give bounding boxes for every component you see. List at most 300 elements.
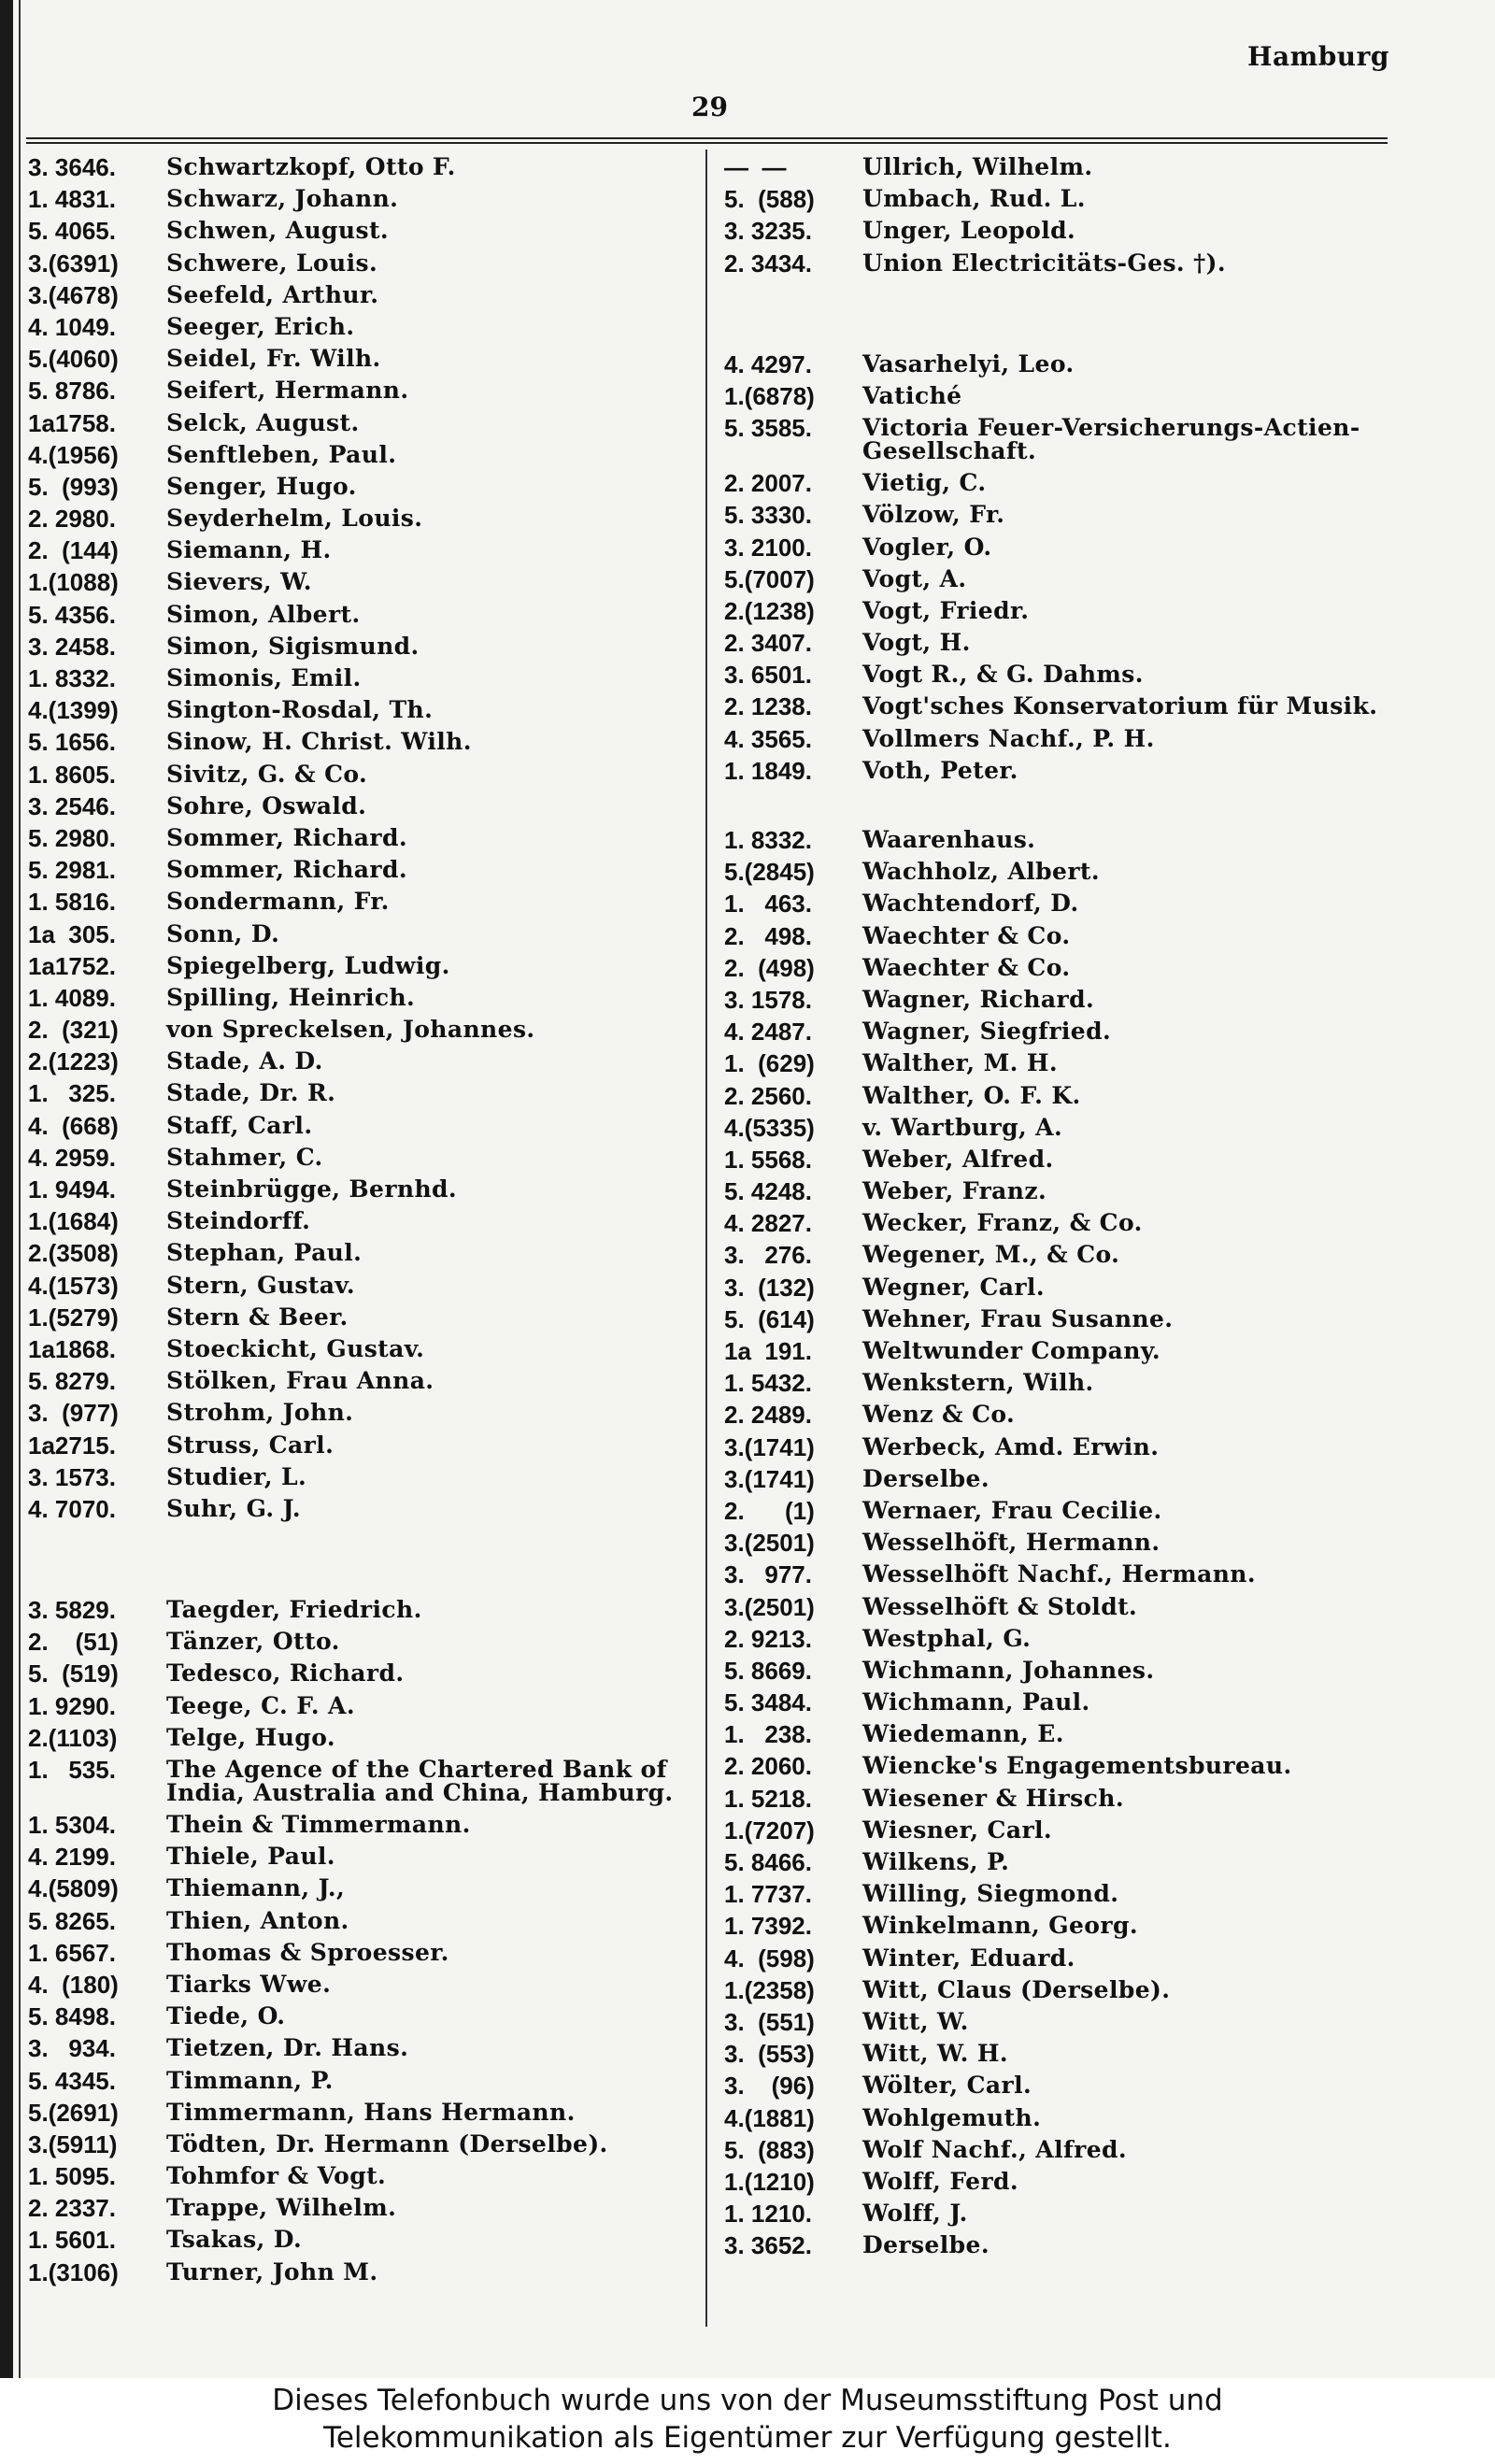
subscriber-name: Werbeck, Amd. Erwin. xyxy=(862,1432,1160,1460)
subscriber-name: Willing, Siegmond. xyxy=(862,1880,1119,1908)
directory-entry xyxy=(28,2257,696,2288)
phone-number: 2.(1238) xyxy=(724,596,815,625)
subscriber-name: Wachtendorf, D. xyxy=(862,890,1079,918)
phone-number: 5. 8265. xyxy=(28,1906,116,1935)
directory-entry xyxy=(724,1623,1392,1655)
section-gap xyxy=(724,787,1392,824)
subscriber-name: Senftleben, Paul. xyxy=(166,440,397,468)
subscriber-name: Wilkens, P. xyxy=(862,1848,1010,1875)
directory-entry xyxy=(28,1809,696,1841)
subscriber-name: Seyderhelm, Louis. xyxy=(166,505,423,533)
subscriber-name: Turner, John M. xyxy=(166,2257,378,2286)
subscriber-name: Studier, L. xyxy=(166,1462,307,1490)
subscriber-name: The Agence of the Chartered Bank of India, Australia and China, Hamburg. xyxy=(166,1756,674,1806)
phone-number: 1. 5304. xyxy=(28,1811,116,1839)
footer-line-2: Telekommunikation als Eigentümer zur Verfügung gestellt. xyxy=(323,2421,1172,2455)
phone-number: 5. 8498. xyxy=(28,2002,116,2031)
subscriber-name: Sonn, D. xyxy=(166,919,280,947)
subscriber-name: Thiemann, J., xyxy=(166,1874,346,1902)
phone-number: 4.(5335) xyxy=(724,1113,815,1142)
phone-number: 1. 7392. xyxy=(724,1912,812,1941)
subscriber-name: Umbach, Rud. L. xyxy=(862,185,1086,213)
phone-number: 3.(6391) xyxy=(28,249,119,278)
directory-entry xyxy=(724,1687,1392,1718)
phone-number: 1. 7737. xyxy=(724,1880,812,1909)
directory-entry xyxy=(28,1594,696,1626)
directory-entry xyxy=(28,1658,696,1689)
directory-entry xyxy=(724,824,1392,856)
subscriber-name: Wölter, Carl. xyxy=(862,2072,1032,2100)
directory-entry xyxy=(28,375,696,406)
subscriber-name: Wiesener & Hirsch. xyxy=(862,1784,1124,1812)
directory-entry xyxy=(724,1175,1392,1207)
subscriber-name: Wehner, Frau Susanne. xyxy=(862,1304,1174,1332)
subscriber-name: Sondermann, Fr. xyxy=(166,888,390,916)
phone-number: 3.(2501) xyxy=(724,1592,815,1621)
directory-entry xyxy=(724,1878,1392,1910)
directory-entry xyxy=(724,2229,1392,2261)
phone-number: 3. 2546. xyxy=(28,791,116,820)
phone-number: 4. 7070. xyxy=(28,1494,116,1523)
directory-entry xyxy=(28,2129,696,2160)
subscriber-name: Wagner, Siegfried. xyxy=(862,1018,1112,1046)
subscriber-name: Waarenhaus. xyxy=(862,826,1036,853)
phone-number: 4. 1049. xyxy=(28,312,116,341)
subscriber-name: Tietzen, Dr. Hans. xyxy=(166,2034,409,2062)
header-rule xyxy=(26,137,1388,144)
city-heading: Hamburg xyxy=(1247,41,1389,72)
directory-entry xyxy=(28,599,696,631)
directory-entry xyxy=(724,532,1392,563)
directory-entry xyxy=(28,1174,696,1205)
directory-entry xyxy=(724,1463,1392,1495)
subscriber-name: Stern & Beer. xyxy=(166,1303,349,1331)
subscriber-name: Wenkstern, Wilh. xyxy=(862,1369,1094,1397)
directory-entry xyxy=(28,1690,696,1722)
phone-number: 1. 4831. xyxy=(28,185,116,214)
subscriber-name: Westphal, G. xyxy=(862,1624,1032,1652)
phone-number: 4. 2487. xyxy=(724,1018,812,1047)
subscriber-name: Wolff, Ferd. xyxy=(862,2167,1019,2195)
subscriber-name: Simon, Sigismund. xyxy=(166,632,420,660)
directory-entry xyxy=(724,1112,1392,1144)
phone-number: 2. 2337. xyxy=(28,2194,116,2223)
phone-number: 2. 2980. xyxy=(28,505,116,534)
phone-number: 2. 498. xyxy=(724,921,812,950)
phone-number: 1. 9290. xyxy=(28,1691,116,1720)
phone-number: 5.(2691) xyxy=(28,2098,119,2127)
subscriber-name: Sivitz, G. & Co. xyxy=(166,760,368,788)
directory-entry xyxy=(28,1461,696,1493)
subscriber-name: Wichmann, Paul. xyxy=(862,1688,1090,1716)
directory-entry xyxy=(724,595,1392,627)
footer-notice xyxy=(0,2378,1495,2464)
directory-entry xyxy=(724,1655,1392,1687)
subscriber-name: Wiedemann, E. xyxy=(862,1720,1064,1748)
phone-number: 1. 6567. xyxy=(28,1938,116,1967)
directory-entry xyxy=(724,1016,1392,1047)
directory-entry xyxy=(724,1910,1392,1942)
phone-number: 2. 9213. xyxy=(724,1624,812,1653)
phone-number: 1. 8332. xyxy=(724,826,812,854)
phone-number: 1a1868. xyxy=(28,1334,116,1363)
directory-entry xyxy=(28,1626,696,1658)
subscriber-name: Vogt, A. xyxy=(862,564,967,592)
left-column xyxy=(28,151,696,2288)
directory-entry xyxy=(28,1046,696,1077)
phone-number: 3. 977. xyxy=(724,1560,812,1589)
directory-entry xyxy=(28,1397,696,1429)
subscriber-name: Thiele, Paul. xyxy=(166,1843,335,1871)
directory-entry xyxy=(28,1754,696,1809)
subscriber-name: Ullrich, Wilhelm. xyxy=(862,153,1093,180)
phone-number: 4. (598) xyxy=(724,1944,815,1973)
directory-entry xyxy=(724,1943,1392,1974)
phone-number: 2. 2007. xyxy=(724,469,812,498)
subscriber-name: Stade, A. D. xyxy=(166,1047,323,1075)
phone-number: — — xyxy=(724,153,787,181)
subscriber-name: Schwarz, Johann. xyxy=(166,185,399,213)
subscriber-name: Wesselhöft & Stoldt. xyxy=(862,1592,1138,1620)
phone-number: 2. (51) xyxy=(28,1628,119,1657)
phone-number: 3.(5911) xyxy=(28,2129,118,2158)
phone-number: 1a1752. xyxy=(28,951,116,980)
phone-number: 5.(7007) xyxy=(724,564,815,593)
directory-entry xyxy=(28,1333,696,1365)
subscriber-name: Tsakas, D. xyxy=(166,2226,303,2254)
phone-number: 3. 2458. xyxy=(28,632,116,661)
phone-number: 4. 4297. xyxy=(724,349,812,378)
phone-number: 4.(1881) xyxy=(724,2103,815,2132)
directory-entry xyxy=(28,2192,696,2224)
subscriber-name: Walther, M. H. xyxy=(862,1049,1058,1077)
phone-number: 3. 1573. xyxy=(28,1462,116,1491)
subscriber-name: Struss, Carl. xyxy=(166,1431,335,1459)
directory-entry xyxy=(28,822,696,854)
subscriber-name: Spiegelberg, Ludwig. xyxy=(166,951,450,979)
phone-number: 5. 8669. xyxy=(724,1656,812,1685)
directory-entry xyxy=(724,1495,1392,1527)
phone-number: 2. (498) xyxy=(724,953,815,982)
subscriber-name: Sinow, H. Christ. Wilh. xyxy=(166,728,472,756)
phone-number: 5.(4060) xyxy=(28,345,119,374)
directory-entry xyxy=(724,215,1392,247)
phone-number: 5.(2845) xyxy=(724,858,815,887)
phone-number: 3.(1741) xyxy=(724,1464,815,1493)
phone-number: 5. (614) xyxy=(724,1304,815,1333)
subscriber-name: Telge, Hugo. xyxy=(166,1723,335,1751)
subscriber-name: Witt, Claus (Derselbe). xyxy=(862,1975,1171,2003)
directory-entry xyxy=(28,566,696,598)
subscriber-name: Vollmers Nachf., P. H. xyxy=(862,724,1155,752)
phone-number: 2. 2560. xyxy=(724,1081,812,1110)
subscriber-name: Sievers, W. xyxy=(166,568,312,596)
directory-entry xyxy=(724,755,1392,787)
subscriber-name: Völzow, Fr. xyxy=(862,501,1005,529)
directory-entry xyxy=(724,888,1392,919)
subscriber-name: Timmann, P. xyxy=(166,2066,334,2094)
phone-number: 3. (96) xyxy=(724,2072,815,2101)
subscriber-name: Vietig, C. xyxy=(862,469,987,497)
subscriber-name: Thien, Anton. xyxy=(166,1906,349,1934)
phone-number: 5. 4356. xyxy=(28,600,116,629)
directory-entry xyxy=(724,1750,1392,1782)
phone-number: 1. 1210. xyxy=(724,2200,812,2229)
subscriber-name: Winter, Eduard. xyxy=(862,1944,1075,1972)
phone-number: 5. (519) xyxy=(28,1659,119,1688)
directory-entry xyxy=(28,1077,696,1109)
phone-number: 4. 2959. xyxy=(28,1143,116,1172)
directory-entry xyxy=(28,1237,696,1269)
phone-number: 3. 2100. xyxy=(724,533,812,562)
directory-entry xyxy=(724,2102,1392,2134)
directory-entry xyxy=(724,467,1392,499)
phone-number: 2.(1103) xyxy=(28,1723,118,1752)
directory-entry xyxy=(28,950,696,982)
directory-entry xyxy=(724,1591,1392,1623)
subscriber-name: Waechter & Co. xyxy=(862,921,1071,949)
phone-number: 1. 4089. xyxy=(28,983,116,1012)
phone-number: 2. (321) xyxy=(28,1016,119,1045)
subscriber-name: von Spreckelsen, Johannes. xyxy=(166,1016,535,1044)
phone-number: 3.(4678) xyxy=(28,280,119,309)
subscriber-name: Tedesco, Richard. xyxy=(166,1659,405,1688)
subscriber-name: Stölken, Frau Anna. xyxy=(166,1367,434,1395)
directory-entry xyxy=(724,2006,1392,2038)
phone-number: 5. 4345. xyxy=(28,2066,116,2095)
subscriber-name: Simon, Albert. xyxy=(166,600,361,628)
subscriber-name: Wagner, Richard. xyxy=(862,985,1095,1013)
phone-number: 3. 6501. xyxy=(724,661,812,690)
subscriber-name: Wesselhöft, Hermann. xyxy=(862,1529,1160,1557)
directory-entry xyxy=(28,1937,696,1969)
phone-number: 3. (551) xyxy=(724,2007,815,2036)
phone-number: 2. (1) xyxy=(724,1496,815,1525)
right-column xyxy=(724,151,1392,2261)
subscriber-name: Vogt R., & G. Dahms. xyxy=(862,661,1144,689)
phone-number: 1.(6878) xyxy=(724,381,815,410)
subscriber-name: Wiencke's Engagementsbureau. xyxy=(862,1752,1292,1780)
phone-number: 3. 1578. xyxy=(724,985,812,1014)
scan-edge xyxy=(0,0,13,2378)
directory-entry xyxy=(724,412,1392,467)
subscriber-name: Wesselhöft Nachf., Hermann. xyxy=(862,1560,1256,1588)
subscriber-name: Siemann, H. xyxy=(166,536,332,564)
subscriber-name: Stade, Dr. R. xyxy=(166,1079,336,1107)
subscriber-name: Derselbe. xyxy=(862,2231,990,2259)
phone-number: 2. 3407. xyxy=(724,629,812,658)
directory-entry xyxy=(28,2160,696,2192)
subscriber-name: Senger, Hugo. xyxy=(166,472,357,500)
subscriber-name: Wegener, M., & Co. xyxy=(862,1241,1120,1269)
section-gap xyxy=(28,1525,696,1594)
phone-number: 5. (993) xyxy=(28,472,119,501)
directory-entry xyxy=(724,1335,1392,1367)
phone-number: 1. 8605. xyxy=(28,760,116,789)
subscriber-name: Trappe, Wilhelm. xyxy=(166,2194,397,2222)
subscriber-name: Wecker, Franz, & Co. xyxy=(862,1209,1143,1237)
directory-entry xyxy=(28,1302,696,1333)
phone-number: 3. (132) xyxy=(724,1273,815,1302)
directory-entry xyxy=(28,183,696,215)
directory-entry xyxy=(724,691,1392,722)
directory-entry xyxy=(28,534,696,566)
directory-entry xyxy=(28,1905,696,1937)
subscriber-name: Seidel, Fr. Wilh. xyxy=(166,345,381,373)
phone-number: 1. 9494. xyxy=(28,1175,116,1204)
phone-number: 1. 5432. xyxy=(724,1369,812,1398)
phone-number: 1.(2358) xyxy=(724,1975,815,2004)
directory-entry xyxy=(28,343,696,375)
subscriber-name: Vogt'sches Konservatorium für Musik. xyxy=(862,692,1378,720)
phone-number: 1. 5601. xyxy=(28,2226,116,2255)
subscriber-name: Selck, August. xyxy=(166,408,360,436)
subscriber-name: Weltwunder Company. xyxy=(862,1337,1160,1364)
directory-entry xyxy=(724,1846,1392,1878)
directory-entry xyxy=(28,919,696,950)
phone-number: 1. 5568. xyxy=(724,1145,812,1174)
phone-number: 1. 5218. xyxy=(724,1784,812,1813)
directory-entry xyxy=(28,2032,696,2064)
phone-number: 5. 3330. xyxy=(724,501,812,530)
subscriber-name: Waechter & Co. xyxy=(862,953,1071,981)
subscriber-name: Wolff, J. xyxy=(862,2200,968,2228)
phone-number: 5. (883) xyxy=(724,2135,815,2164)
column-divider xyxy=(705,150,707,2327)
directory-entry xyxy=(28,311,696,343)
subscriber-name: Schwere, Louis. xyxy=(166,249,378,277)
phone-number: 1a2715. xyxy=(28,1431,116,1460)
subscriber-name: Sommer, Richard. xyxy=(166,856,407,884)
phone-number: 1. 8332. xyxy=(28,664,116,692)
phone-number: 1. 5816. xyxy=(28,888,116,917)
phone-number: 5. 8279. xyxy=(28,1367,116,1396)
subscriber-name: Weber, Franz. xyxy=(862,1177,1047,1205)
directory-entry xyxy=(724,1207,1392,1239)
subscriber-name: Stoeckicht, Gustav. xyxy=(166,1334,425,1362)
subscriber-name: Simonis, Emil. xyxy=(166,664,362,691)
directory-entry xyxy=(28,503,696,534)
directory-entry xyxy=(724,183,1392,215)
phone-number: 3.(1741) xyxy=(724,1432,815,1461)
phone-number: 2.(1223) xyxy=(28,1047,119,1076)
subscriber-name: Thomas & Sproesser. xyxy=(166,1938,449,1966)
subscriber-name: Tiarks Wwe. xyxy=(166,1970,332,1998)
directory-entry xyxy=(28,2097,696,2129)
phone-number: 1.(1684) xyxy=(28,1207,119,1236)
directory-entry xyxy=(28,694,696,726)
phone-number: 5. 4065. xyxy=(28,217,116,246)
directory-entry xyxy=(28,662,696,694)
subscriber-name: Strohm, John. xyxy=(166,1399,354,1427)
phone-number: 3. 3235. xyxy=(724,217,812,246)
phone-number: 5. 2980. xyxy=(28,823,116,852)
phone-number: 2. (144) xyxy=(28,536,119,565)
subscriber-name: Sommer, Richard. xyxy=(166,823,407,851)
directory-entry xyxy=(28,886,696,918)
subscriber-name: Vatiché xyxy=(862,381,962,409)
directory-entry xyxy=(724,1047,1392,1079)
phone-number: 2. 3434. xyxy=(724,249,812,278)
directory-entry xyxy=(28,2065,696,2097)
phone-number: 1.(7207) xyxy=(724,1816,815,1844)
subscriber-name: Victoria Feuer-Versicherungs-Actien-Gesellschaft. xyxy=(862,414,1360,465)
subscriber-name: Seefeld, Arthur. xyxy=(166,280,379,308)
phone-number: 2. 1238. xyxy=(724,692,812,721)
directory-entry xyxy=(28,471,696,503)
subscriber-name: Seifert, Hermann. xyxy=(166,377,409,405)
directory-entry xyxy=(724,349,1392,380)
directory-entry xyxy=(28,982,696,1014)
directory-entry xyxy=(28,2224,696,2256)
subscriber-name: Stern, Gustav. xyxy=(166,1271,355,1299)
directory-entry xyxy=(724,627,1392,659)
subscriber-name: Thein & Timmermann. xyxy=(166,1811,471,1838)
phone-number: 3.(2501) xyxy=(724,1529,815,1558)
directory-entry xyxy=(724,856,1392,888)
directory-entry xyxy=(28,1110,696,1142)
phone-number: 5. 3585. xyxy=(724,414,812,443)
directory-entry xyxy=(28,1841,696,1873)
phone-number: 1. 238. xyxy=(724,1720,812,1749)
phone-number: 1.(1210) xyxy=(724,2167,815,2196)
directory-entry xyxy=(724,1303,1392,1335)
phone-number: 1. 5095. xyxy=(28,2162,116,2191)
directory-entry xyxy=(724,1399,1392,1431)
subscriber-name: Schwartzkopf, Otto F. xyxy=(166,153,456,180)
subscriber-name: Teege, C. F. A. xyxy=(166,1691,355,1719)
directory-entry xyxy=(724,659,1392,691)
phone-number: 4.(5809) xyxy=(28,1874,119,1903)
directory-entry xyxy=(724,380,1392,412)
subscriber-name: Wegner, Carl. xyxy=(862,1273,1045,1301)
phone-number: 5. (588) xyxy=(724,185,815,214)
directory-entry xyxy=(724,920,1392,952)
directory-entry xyxy=(724,248,1392,279)
phone-number: 1a 191. xyxy=(724,1337,812,1365)
section-gap xyxy=(724,279,1392,349)
directory-entry xyxy=(28,1969,696,2001)
directory-entry xyxy=(724,1431,1392,1463)
subscriber-name: Wichmann, Johannes. xyxy=(862,1656,1155,1684)
directory-entry xyxy=(724,2038,1392,2070)
directory-entry xyxy=(28,1430,696,1461)
directory-entry xyxy=(28,1873,696,1904)
directory-entry xyxy=(724,2198,1392,2229)
subscriber-name: Timmermann, Hans Hermann. xyxy=(166,2098,576,2126)
phone-number: 4. (668) xyxy=(28,1111,119,1140)
directory-entry xyxy=(724,1527,1392,1559)
directory-entry xyxy=(724,1272,1392,1303)
phone-number: 1. (629) xyxy=(724,1049,815,1078)
subscriber-name: v. Wartburg, A. xyxy=(862,1113,1063,1141)
phone-number: 3. (553) xyxy=(724,2040,815,2069)
directory-entry xyxy=(28,439,696,471)
directory-entry xyxy=(28,279,696,311)
directory-entry xyxy=(724,2166,1392,2198)
subscriber-name: Staff, Carl. xyxy=(166,1111,313,1139)
subscriber-name: Wiesner, Carl. xyxy=(862,1816,1053,1844)
subscriber-name: Vogt, H. xyxy=(862,629,971,657)
subscriber-name: Suhr, G. J. xyxy=(166,1494,302,1522)
subscriber-name: Voth, Peter. xyxy=(862,756,1018,784)
directory-entry xyxy=(28,151,696,183)
phone-number: 3. 276. xyxy=(724,1241,812,1270)
subscriber-name: Stephan, Paul. xyxy=(166,1239,363,1267)
directory-entry xyxy=(724,2070,1392,2101)
subscriber-name: Wenz & Co. xyxy=(862,1401,1016,1429)
subscriber-name: Vogler, O. xyxy=(862,533,992,561)
